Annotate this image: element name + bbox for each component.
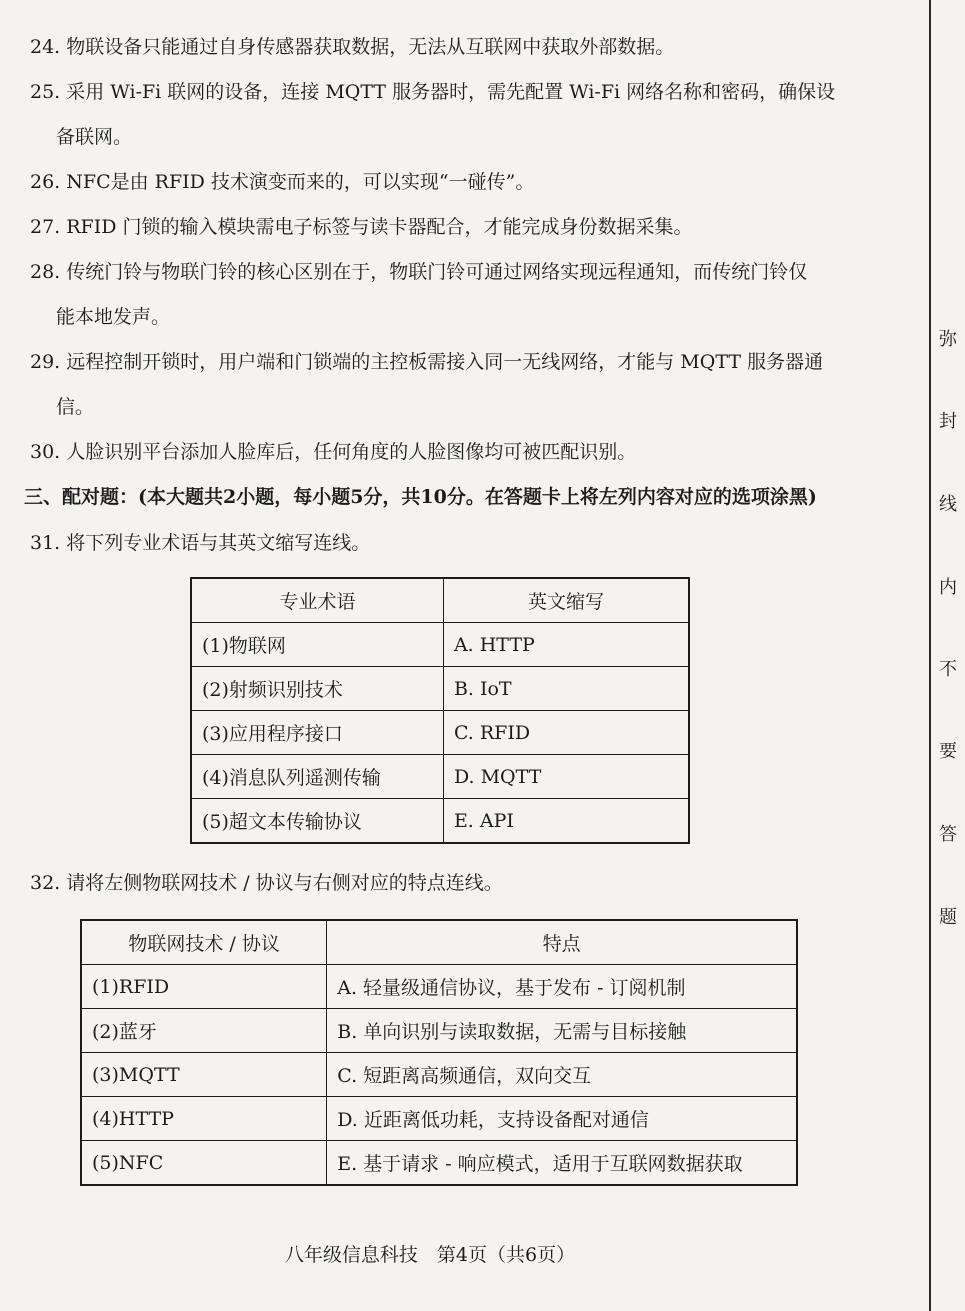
feature-cell: A. 轻量级通信协议，基于发布 - 订阅机制 [327, 965, 797, 1009]
technology-cell: (1)RFID [81, 965, 327, 1009]
abbreviation-cell: D. MQTT [443, 755, 689, 799]
table-row [81, 1097, 797, 1141]
table-header-row [191, 578, 689, 623]
column-header: 英文缩写 [443, 578, 689, 623]
abbreviation-cell: E. API [443, 799, 689, 844]
binding-text-char: 线 [939, 494, 957, 515]
term-cell: (4)消息队列遥测传输 [191, 755, 443, 799]
term-cell: (2)射频识别技术 [191, 667, 443, 711]
question-27: 27. RFID 门锁的输入模块需电子标签与读卡器配合，才能完成身份数据采集。 [30, 216, 693, 238]
question-26: 26. NFC是由 RFID 技术演变而来的，可以实现“一碰传”。 [30, 171, 535, 193]
feature-cell: E. 基于请求 - 响应模式，适用于互联网数据获取 [327, 1141, 797, 1186]
binding-text-char: 要 [939, 741, 957, 762]
table-row [191, 799, 689, 844]
question-30: 30. 人脸识别平台添加人脸库后，任何角度的人脸图像均可被匹配识别。 [30, 441, 637, 463]
feature-cell: B. 单向识别与读取数据，无需与目标接触 [327, 1009, 797, 1053]
binding-line [929, 0, 931, 1311]
table-row [191, 623, 689, 667]
table-row [81, 1053, 797, 1097]
question-31-prompt: 31. 将下列专业术语与其英文缩写连线。 [30, 532, 371, 554]
technology-cell: (2)蓝牙 [81, 1009, 327, 1053]
binding-text-char: 内 [939, 577, 957, 598]
question-25-continued: 备联网。 [56, 126, 133, 148]
abbreviation-cell: B. IoT [443, 667, 689, 711]
technology-features-table [80, 919, 798, 1186]
table-header-row [81, 920, 797, 965]
technology-cell: (5)NFC [81, 1141, 327, 1186]
binding-text-char: 不 [939, 659, 957, 680]
technology-cell: (3)MQTT [81, 1053, 327, 1097]
binding-text-char: 封 [939, 411, 957, 432]
abbreviation-cell: A. HTTP [443, 623, 689, 667]
feature-cell: C. 短距离高频通信，双向交互 [327, 1053, 797, 1097]
table-row [191, 711, 689, 755]
section-3-heading: 三、配对题：(本大题共2小题，每小题5分，共10分。在答题卡上将左列内容对应的选项涂黑) [24, 486, 817, 508]
binding-text-char: 答 [939, 824, 957, 845]
table-row [81, 1009, 797, 1053]
term-cell: (1)物联网 [191, 623, 443, 667]
table-row [81, 1141, 797, 1186]
question-28: 28. 传统门铃与物联门铃的核心区别在于，物联门铃可通过网络实现远程通知，而传统门铃仅 [30, 261, 808, 283]
column-header: 专业术语 [191, 578, 443, 623]
question-24: 24. 物联设备只能通过自身传感器获取数据，无法从互联网中获取外部数据。 [30, 36, 675, 58]
table-row [191, 667, 689, 711]
binding-text-char: 弥 [939, 329, 957, 350]
question-29: 29. 远程控制开锁时，用户端和门锁端的主控板需接入同一无线网络，才能与 MQTT 服务器通 [30, 351, 824, 373]
column-header: 特点 [327, 920, 797, 965]
term-cell: (3)应用程序接口 [191, 711, 443, 755]
question-25: 25. 采用 Wi-Fi 联网的设备，连接 MQTT 服务器时，需先配置 Wi-Fi 网络名称和密码，确保设 [30, 81, 836, 103]
binding-text-char: 题 [939, 907, 957, 928]
column-header: 物联网技术 / 协议 [81, 920, 327, 965]
question-32-prompt: 32. 请将左侧物联网技术 / 协议与右侧对应的特点连线。 [30, 872, 503, 894]
term-cell: (5)超文本传输协议 [191, 799, 443, 844]
terms-abbreviations-table [190, 577, 690, 844]
question-29-continued: 信。 [56, 396, 95, 418]
table-row [81, 965, 797, 1009]
abbreviation-cell: C. RFID [443, 711, 689, 755]
feature-cell: D. 近距离低功耗，支持设备配对通信 [327, 1097, 797, 1141]
page-footer: 八年级信息科技 第4页（共6页） [284, 1244, 576, 1266]
technology-cell: (4)HTTP [81, 1097, 327, 1141]
question-28-continued: 能本地发声。 [56, 306, 171, 328]
table-row [191, 755, 689, 799]
